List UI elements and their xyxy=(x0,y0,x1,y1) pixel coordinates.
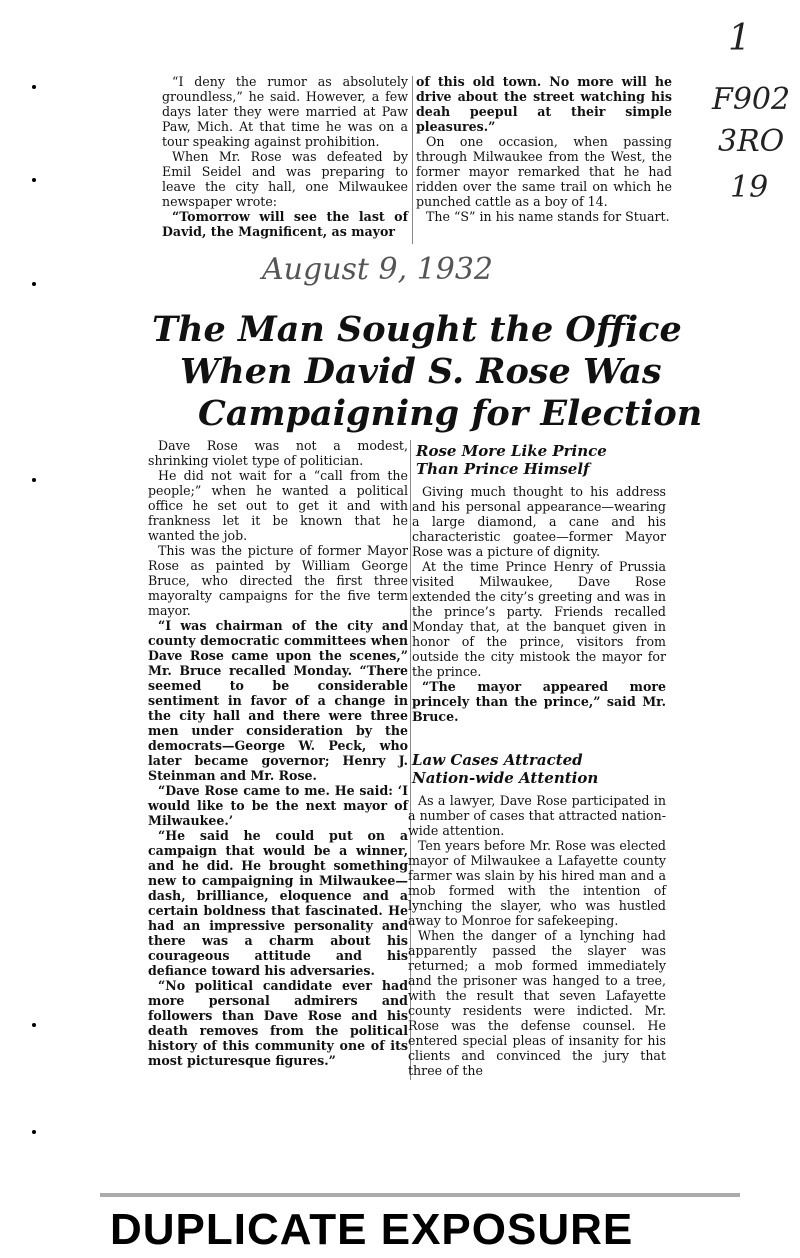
headline-line-2: When David S. Rose Was xyxy=(180,351,662,392)
box-code: 3RO xyxy=(718,124,785,159)
paragraph: Giving much thought to his address and his personal appearance—wearing a large diamond, a cane and his characteristic goatee—former Mayor Rose was a picture of dignity. xyxy=(412,484,666,559)
headline-line-3: Campaigning for Election xyxy=(198,393,703,434)
paragraph: “The mayor appeared more princely than the prince,” said Mr. Bruce. xyxy=(412,679,666,724)
paragraph: At the time Prince Henry of Prussia visited Milwaukee, Dave Rose extended the city’s greeting and was in the prince’s party. Friends recalled Monday that, at the banquet given in honor of the prince, visitors from outside the city mistook the mayor for the prince. xyxy=(412,559,666,679)
paragraph: When Mr. Rose was defeated by Emil Seidel and was preparing to leave the city hall, one Milwaukee newspaper wrote: xyxy=(162,149,408,209)
top-left-column xyxy=(162,74,408,239)
paragraph: As a lawyer, Dave Rose participated in a number of cases that attracted nation-wide attention. xyxy=(408,793,666,838)
margin-dot xyxy=(32,1023,36,1027)
subhead-law-cases: Law Cases Attracted Nation-wide Attention xyxy=(412,751,599,787)
paragraph: “I deny the rumor as absolutely groundless,” he said. However, a few days later they were married at Paw Paw, Mich. At that time he was on a tour speaking against prohibition. xyxy=(162,74,408,149)
paragraph: “No political candidate ever had more personal admirers and followers than Dave Rose and his death removes from the political history of this community one of its most picturesque figures.” xyxy=(148,978,408,1068)
column-rule xyxy=(412,76,413,244)
paragraph: Ten years before Mr. Rose was elected mayor of Milwaukee a Lafayette county farmer was slain by his hired man and a mob formed with the intention of lynching the slayer, who was hustled away to Monroe for safekeeping. xyxy=(408,838,666,928)
article-right-column-1 xyxy=(412,484,666,724)
paragraph: On one occasion, when passing through Milwaukee from the West, the former mayor remarked that he had ridden over the same trail on which he punched cattle as a boy of 14. xyxy=(416,134,672,209)
top-right-column xyxy=(416,74,672,224)
paragraph: “He said he could put on a campaign that would be a winner, and he did. He brought something new to campaigning in Milwaukee—dash, brilliance, eloquence and a certain boldness that fascinated. He had an impressive personality and there was a charm about his courageous attitude and his defiance toward his adversaries. xyxy=(148,828,408,978)
margin-dot xyxy=(32,1130,36,1134)
margin-dot xyxy=(32,85,36,89)
paragraph: of this old town. No more will he drive about the street watching his deah peepul at their simple pleasures.” xyxy=(416,74,672,134)
article-left-column xyxy=(148,438,408,1068)
stamp-rule xyxy=(100,1193,740,1197)
margin-dot xyxy=(32,178,36,182)
article-right-column-2 xyxy=(408,793,666,1078)
page-number: 1 xyxy=(728,18,751,59)
paragraph: “Tomorrow will see the last of David, the Magnificent, as mayor xyxy=(162,209,408,239)
duplicate-exposure-stamp: DUPLICATE EXPOSURE xyxy=(110,1205,634,1254)
margin-dot xyxy=(32,282,36,286)
margin-dot xyxy=(32,478,36,482)
paragraph: “I was chairman of the city and county democratic committees when Dave Rose came upon the scenes,” Mr. Bruce recalled Monday. “There seemed to be considerable sentiment in favor of a change in the city hall and there were three men under consideration by the democrats—George W. Peck, who later became governor; Henry J. Steinman and Mr. Rose. xyxy=(148,618,408,783)
paragraph: The “S” in his name stands for Stuart. xyxy=(426,209,670,224)
paragraph: He did not wait for a “call from the people;” when he wanted a political office he set out to get it and with frankness let it be known that he wanted the job. xyxy=(148,468,408,543)
folder-number: 19 xyxy=(730,170,769,205)
headline-line-1: The Man Sought the Office xyxy=(152,309,682,350)
subhead-prince: Rose More Like Prince Than Prince Himself xyxy=(416,442,607,478)
file-code: F902 xyxy=(712,82,791,117)
paragraph: Dave Rose was not a modest, shrinking violet type of politician. xyxy=(148,438,408,468)
paragraph: This was the picture of former Mayor Rose as painted by William George Bruce, who directed the first three mayoralty campaigns for the five term mayor. xyxy=(148,543,408,618)
handwritten-date: August 9, 1932 xyxy=(262,252,494,287)
paragraph: “Dave Rose came to me. He said: ‘I would like to be the next mayor of Milwaukee.’ xyxy=(148,783,408,828)
paragraph: When the danger of a lynching had apparently passed the slayer was returned; a mob formed immediately and the prisoner was hanged to a tree, with the result that seven Lafayette county residents were indicted. Mr. Rose was the defense counsel. He entered special pleas of insanity for his clients and convinced the jury that three of the xyxy=(408,928,666,1078)
